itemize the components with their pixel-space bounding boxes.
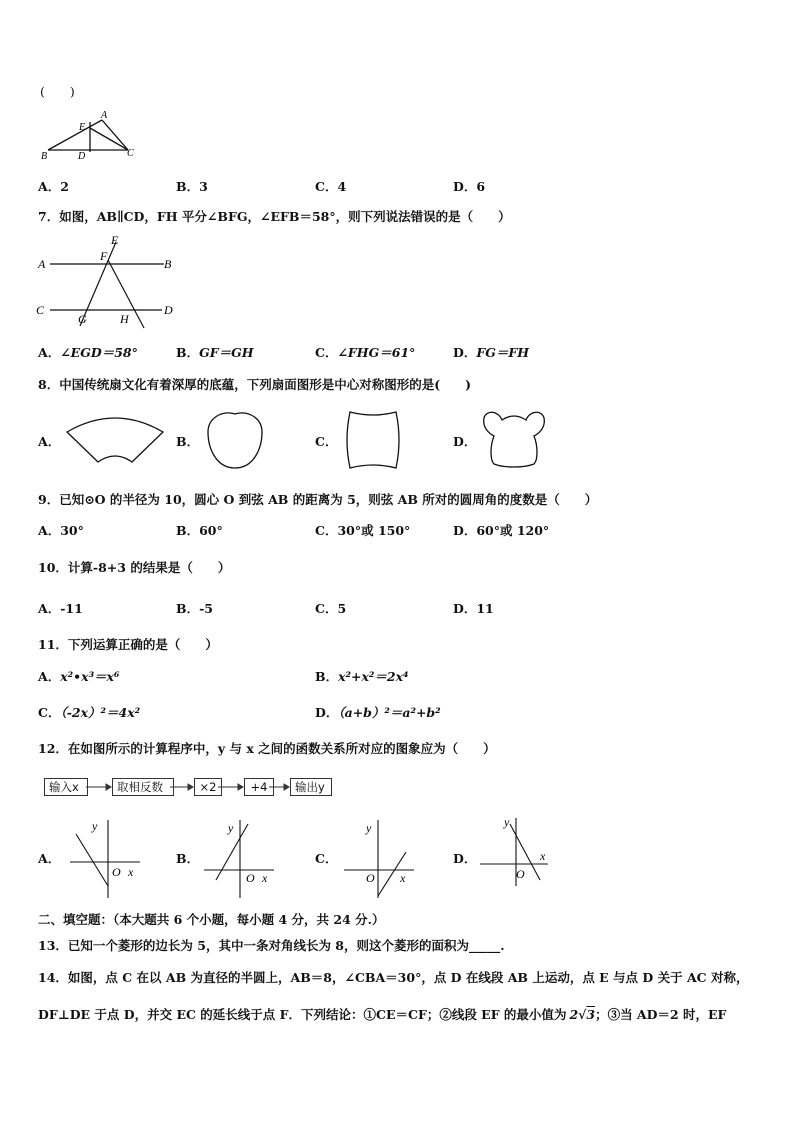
- q12-c-x-label: x: [400, 871, 406, 885]
- q12-graph-b: [202, 816, 282, 900]
- q6-label-a: A: [101, 110, 108, 121]
- q12-graph-c: [342, 816, 422, 900]
- q14-line1: 14．如图，点 C 在以 AB 为直径的半圆上，AB＝8，∠CBA＝30°，点 D 在线段 AB 上运动，点 E 与点 D 关于 AC 对称，: [38, 970, 749, 985]
- q7-label-e: E: [111, 233, 119, 247]
- q7-option-c: C．∠FHG＝61°: [315, 345, 416, 360]
- q12-a-x-label: x: [128, 865, 134, 879]
- q6-figure: [38, 106, 143, 162]
- q12-option-a: A．: [38, 851, 61, 866]
- q7-label-g: G: [78, 312, 87, 326]
- q12-c-origin-label: O: [366, 871, 375, 885]
- q12-a-origin-label: O: [112, 865, 121, 879]
- q8-stem: 8．中国传统扇文化有着深厚的底蕴，下列扇面图形是中心对称图形的是( ): [38, 377, 472, 392]
- q9-option-b: B．60°: [176, 523, 223, 538]
- q10-option-a: A．-11: [38, 601, 83, 616]
- q6-label-d: D: [78, 151, 86, 162]
- q8-shape-fan: [62, 410, 168, 470]
- q14-line2: DF⊥DE 于点 D，并交 EC 的延长线于点 F．下列结论：①CE＝CF；②线段 EF 的最小值为 2√3；③当 AD＝2 时，EF: [38, 1007, 727, 1022]
- section2-title: 二、填空题：（本大题共 6 个小题，每小题 4 分，共 24 分.）: [38, 912, 385, 927]
- q11-option-b: B．x²+x²＝2x⁴: [315, 669, 409, 684]
- q12-graph-a: [66, 816, 146, 900]
- q7-label-h: H: [120, 312, 129, 326]
- q7-option-d: D．FG＝FH: [453, 345, 530, 360]
- q7-option-a: A．∠EGD＝58°: [38, 345, 138, 360]
- q12-flow-output: 输出y: [290, 778, 332, 796]
- q8-option-c: C．: [315, 434, 338, 449]
- q6-label-c: C: [127, 148, 134, 159]
- q9-option-c: C．30°或 150°: [315, 523, 411, 538]
- q12-b-origin-label: O: [246, 871, 255, 885]
- q12-option-d: D．: [453, 851, 477, 866]
- q6-option-d: D．6: [453, 179, 486, 194]
- q7-figure: [34, 230, 184, 330]
- q11-option-a: A．x²•x³＝x⁶: [38, 669, 120, 684]
- q9-stem: 9．已知⊙O 的半径为 10，圆心 O 到弦 AB 的距离为 5，则弦 AB 所对的圆周角的度数是（ ）: [38, 492, 598, 507]
- q6-paren: ( ): [40, 84, 75, 99]
- q12-flow-input: 输入x: [44, 778, 88, 796]
- q12-flow-plus4: +4: [244, 778, 274, 796]
- q12-flow-negate: 取相反数: [112, 778, 174, 796]
- q8-option-d: D．: [453, 434, 477, 449]
- q10-option-c: C．5: [315, 601, 347, 616]
- q9-option-a: A．30°: [38, 523, 84, 538]
- q10-option-d: D．11: [453, 601, 494, 616]
- q10-stem: 10．计算-8+3 的结果是（ ）: [38, 560, 231, 575]
- q14-sqrt-sign: √: [578, 1007, 587, 1022]
- q14-math-radicand: 3: [586, 1007, 596, 1022]
- q8-option-b: B．: [176, 434, 200, 449]
- q7-label-c: C: [36, 303, 45, 317]
- q12-d-y-label: y: [504, 815, 510, 829]
- q12-b-x-label: x: [262, 871, 268, 885]
- q12-c-y-label: y: [366, 821, 372, 835]
- q11-stem: 11．下列运算正确的是（ ）: [38, 637, 218, 652]
- q12-d-origin-label: O: [516, 867, 525, 881]
- q7-stem: 7．如图，AB∥CD，FH 平分∠BFG，∠EFB＝58°，则下列说法错误的是（ ）: [38, 209, 511, 224]
- q12-graph-d: [478, 814, 558, 898]
- q12-d-x-label: x: [540, 849, 546, 863]
- q14-math-coef: 2: [569, 1007, 579, 1022]
- q6-label-e: E: [79, 122, 86, 133]
- q13-stem: 13．已知一个菱形的边长为 5，其中一条对角线长为 8，则这个菱形的面积为_____.: [38, 938, 505, 953]
- q11-option-d: D．（a+b）²＝a²+b²: [315, 705, 441, 720]
- q8-option-a: A．: [38, 434, 61, 449]
- q12-b-y-label: y: [228, 821, 234, 835]
- q6-label-b: B: [41, 151, 48, 162]
- q8-shape-square: [340, 408, 406, 472]
- q9-option-d: D．60°或 120°: [453, 523, 550, 538]
- q8-shape-round: [202, 410, 268, 472]
- q7-label-b: B: [164, 257, 172, 271]
- q7-label-f: F: [100, 249, 108, 263]
- q10-option-b: B．-5: [176, 601, 213, 616]
- q7-label-d: D: [164, 303, 173, 317]
- q7-label-a: A: [38, 257, 46, 271]
- q12-stem: 12．在如图所示的计算程序中，y 与 x 之间的函数关系所对应的图象应为（ ）: [38, 741, 496, 756]
- q6-option-a: A．2: [38, 179, 69, 194]
- q8-shape-bell: [478, 406, 550, 472]
- q13-answer-blank: _____: [469, 938, 501, 953]
- q6-option-c: C．4: [315, 179, 347, 194]
- q12-option-b: B．: [176, 851, 200, 866]
- q6-option-b: B．3: [176, 179, 208, 194]
- q12-option-c: C．: [315, 851, 338, 866]
- q12-a-y-label: y: [92, 819, 98, 833]
- q12-flow-times2: ×2: [194, 778, 222, 796]
- q11-option-c: C．（-2x）²＝4x²: [38, 705, 141, 720]
- q7-option-b: B．GF＝GH: [176, 345, 254, 360]
